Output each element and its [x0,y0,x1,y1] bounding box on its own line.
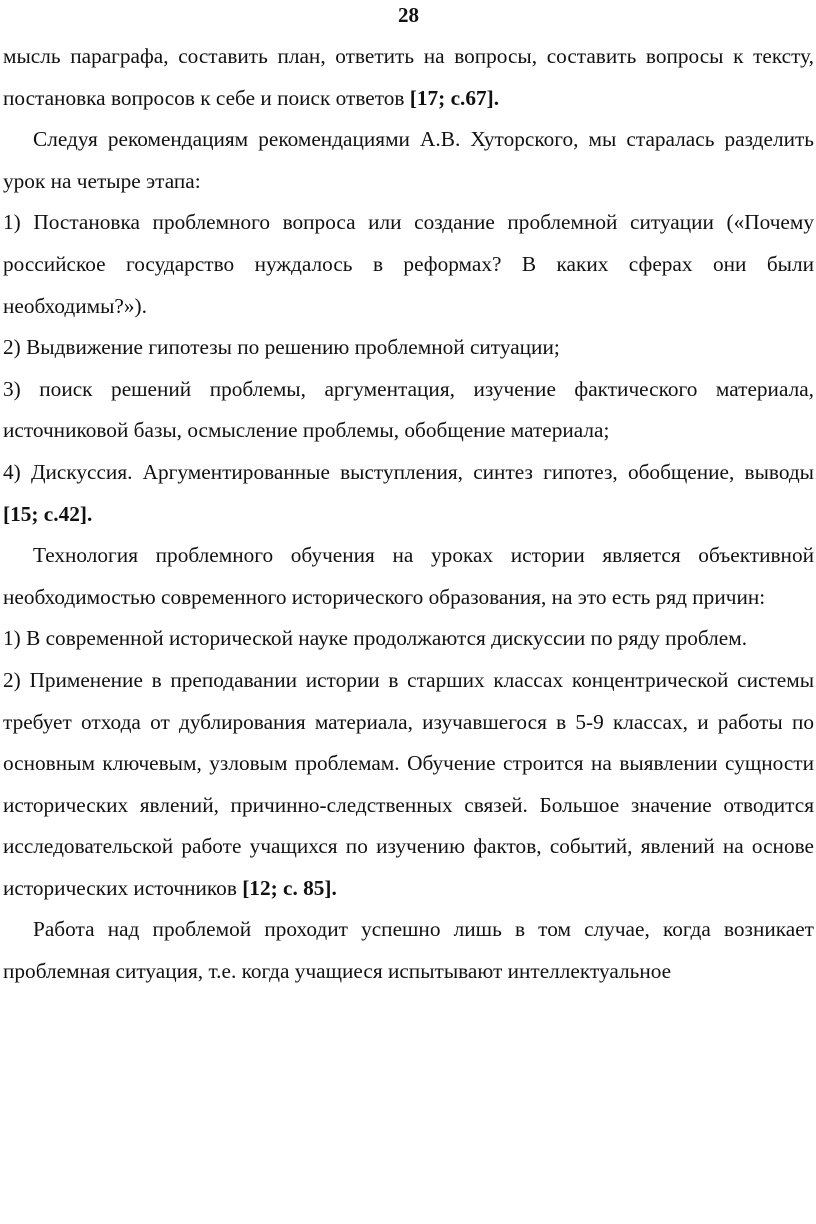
list-item-3 [3,369,814,452]
citation-ref: [12; с. 85]. [242,875,337,900]
document-page [3,0,814,993]
reason-item-2 [3,660,814,910]
paragraph-text: Работа над проблемой проходит успешно лишь в том случае, когда возникает проблемная ситуация, т.е. когда учащиеся испытывают интеллектуальное [3,917,814,984]
paragraph-text: 3) поиск решений проблемы, аргументация, изучение фактического материала, источниковой базы, осмысление проблемы, обобщение материала; [3,376,814,443]
paragraph-text: 1) Постановка проблемного вопроса или создание проблемной ситуации («Почему российское государство нуждалось в реформах? В каких сферах они были необходимы?»). [3,210,814,318]
list-item-4 [3,452,814,535]
paragraph-text: мысль параграфа, составить план, ответить на вопросы, составить вопросы к тексту, постановка вопросов к себе и поиск ответов [3,44,814,110]
paragraph-text: 4) Дискуссия. Аргументированные выступления, синтез гипотез, обобщение, выводы [3,459,814,484]
paragraph-text: 1) В современной исторической науке продолжаются дискуссии по ряду проблем. [3,626,748,651]
paragraph-text: 2) Выдвижение гипотезы по решению проблемной ситуации; [3,335,560,360]
paragraph-text: Технология проблемного обучения на уроках истории является объективной необходимостью современного исторического образования, на это есть ряд причин: [3,543,814,609]
reason-item-1 [3,618,814,660]
paragraph-text: Следуя рекомендациям рекомендациями А.В. Хуторского, мы старалась разделить урок на четыре этапа: [3,127,814,193]
paragraph-2 [3,119,814,202]
list-item-1 [3,202,814,327]
body-text [3,36,814,993]
list-item-2 [3,327,814,369]
page-number: 28 [398,3,419,27]
citation-ref: [15; с.42]. [3,501,93,526]
paragraph-1 [3,36,814,119]
paragraph-3 [3,535,814,618]
paragraph-text: 2) Применение в преподавании истории в старших классах концентрической системы требует отхода от дублирования материала, изучавшегося в 5-9 классах, и работы по основным ключевым, узловым проблемам. Обучение строится на выявлении сущности исторических явлений, причинно-следственных связей. Большое значение отводится исследовательской работе учащихся по изучению фактов, событий, явлений на основе исторических источников [3,667,814,900]
citation-ref: [17; с.67]. [409,85,500,110]
paragraph-4 [3,909,814,992]
